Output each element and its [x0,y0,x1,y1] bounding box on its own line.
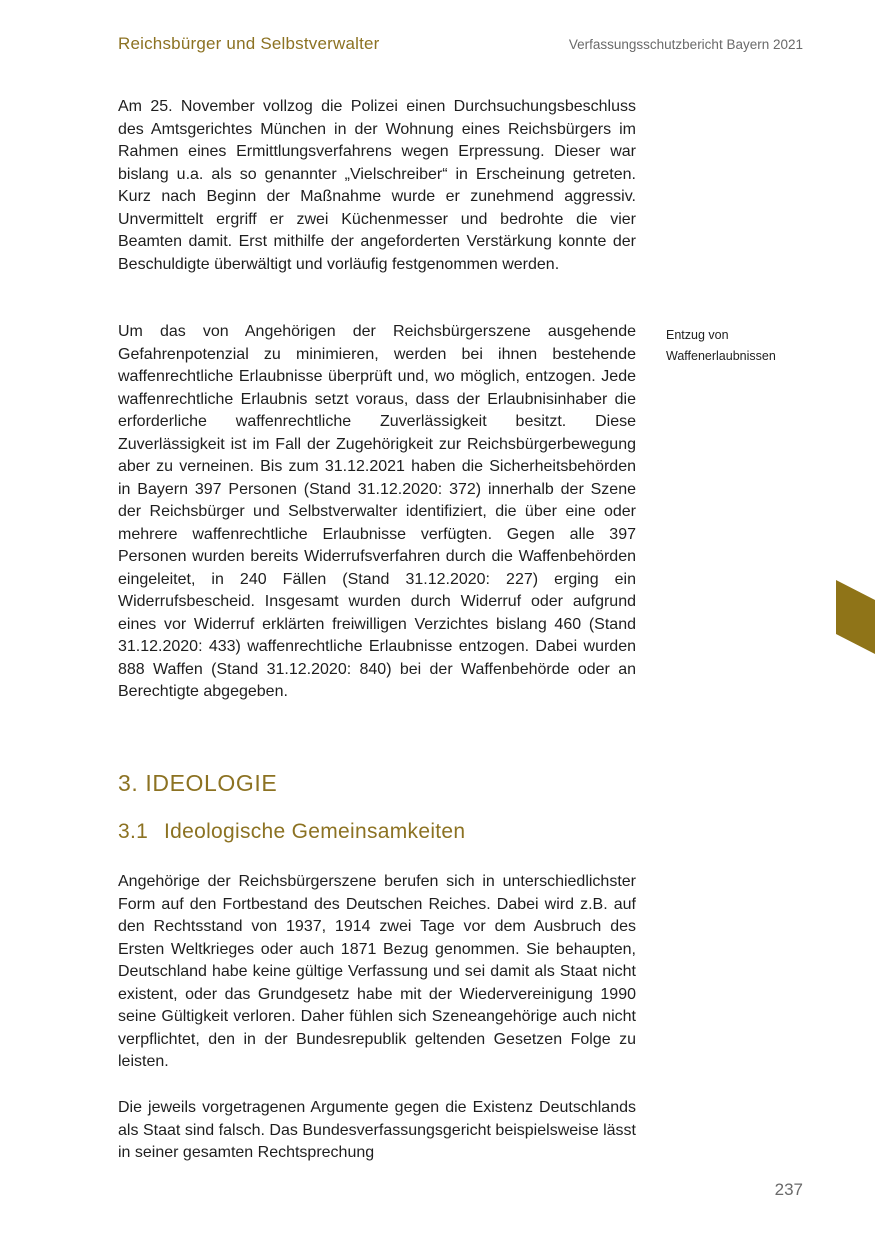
section-heading: 3. IDEOLOGIE [118,770,278,796]
subsection-heading [118,820,465,844]
body-paragraph: Die jeweils vorgetragenen Argumente gegen die Existenz Deutschlands als Staat sind falsch. Das Bundesverfassungsgericht beispielsweise lässt in seiner gesamten Rechtsprechung [118,1099,636,1161]
subsection-number: 3.1 [118,820,149,843]
chapter-tab-marker [836,580,875,654]
page-number: 237 [774,1180,803,1199]
running-header-section-title: Reichsbürger und Selbstverwalter [118,34,380,53]
chapter-tab-shape [836,580,875,654]
running-header-report-title: Verfassungsschutzbericht Bayern 2021 [568,37,803,52]
body-paragraph: Am 25. November vollzog die Polizei einen Durchsuchungsbeschluss des Amtsgerichtes München in der Wohnung eines Reichsbürgers im Rahmen eines Ermittlungsverfahrens wegen Erpressung. Dieser war bislang u.a. als so genannter „Vielschreiber“ in Erscheinung getreten. Kurz nach Beginn der Maßnahme wurde er zunehmend aggressiv. Unvermittelt ergriff er zwei Küchenmesser und bedrohte die vier Beamten damit. Erst mithilfe der angeforderten Verstärkung konnte der Beschuldigte überwältigt und vorläufig festgenommen werden. [118,98,636,273]
body-paragraph: Um das von Angehörigen der Reichsbürgerszene ausgehende Gefahrenpotenzial zu minimieren, werden bei ihnen bestehende waffenrechtliche Erlaubnisse überprüft und, wo möglich, entzogen. Jede waffenrechtliche Erlaubnis setzt voraus, dass der Erlaubnisinhaber die erforderliche waffenrechtliche Zuverlässigkeit besitzt. Diese Zuverlässigkeit ist im Fall der Zugehörigkeit zur Reichsbürgerbewegung aber zu verneinen. Bis zum 31.12.2021 haben die Sicherheitsbehörden in Bayern 397 Personen (Stand 31.12.2020: 372) innerhalb der Szene der Reichsbürger und Selbstverwalter identifiziert, die über eine oder mehrere waffenrechtliche Erlaubnisse verfügten. Gegen alle 397 Personen wurden bereits Widerrufsverfahren durch die Waffenbehörden eingeleitet, in 240 Fällen (Stand 31.12.2020: 227) erging ein Widerrufsbescheid. Insgesamt wurden durch Widerruf oder aufgrund eines vor Widerruf erklärten freiwilligen Verzichtes bislang 460 (Stand 31.12.2020: 433) waffenrechtliche Erlaubnisse entzogen. Dabei wurden 888 Waffen (Stand 31.12.2020: 840) bei der Waffenbehörde oder an Berechtigte abgegeben. [118,323,636,700]
margin-note: Entzug von Waffenerlaubnissen [666,328,776,363]
body-paragraph: Angehörige der Reichsbürgerszene berufen sich in unterschiedlichster Form auf den Fortbestand des Deutschen Reiches. Dabei wird z.B. auf den Rechtsstand von 1937, 1914 zwei Tage vor dem Ausbruch des Ersten Weltkrieges oder auch 1871 Bezug genommen. Sie behaupten, Deutschland habe keine gültige Verfassung und sei damit als Staat nicht existent, oder das Grundgesetz habe mit der Wiedervereinigung 1990 seine Gültigkeit verloren. Daher fühlen sich Szeneangehörige auch nicht verpflichtet, den in der Bundesrepublik geltenden Gesetzen Folge zu leisten. [118,873,636,1070]
subsection-title: Ideologische Gemeinsamkeiten [164,820,466,843]
